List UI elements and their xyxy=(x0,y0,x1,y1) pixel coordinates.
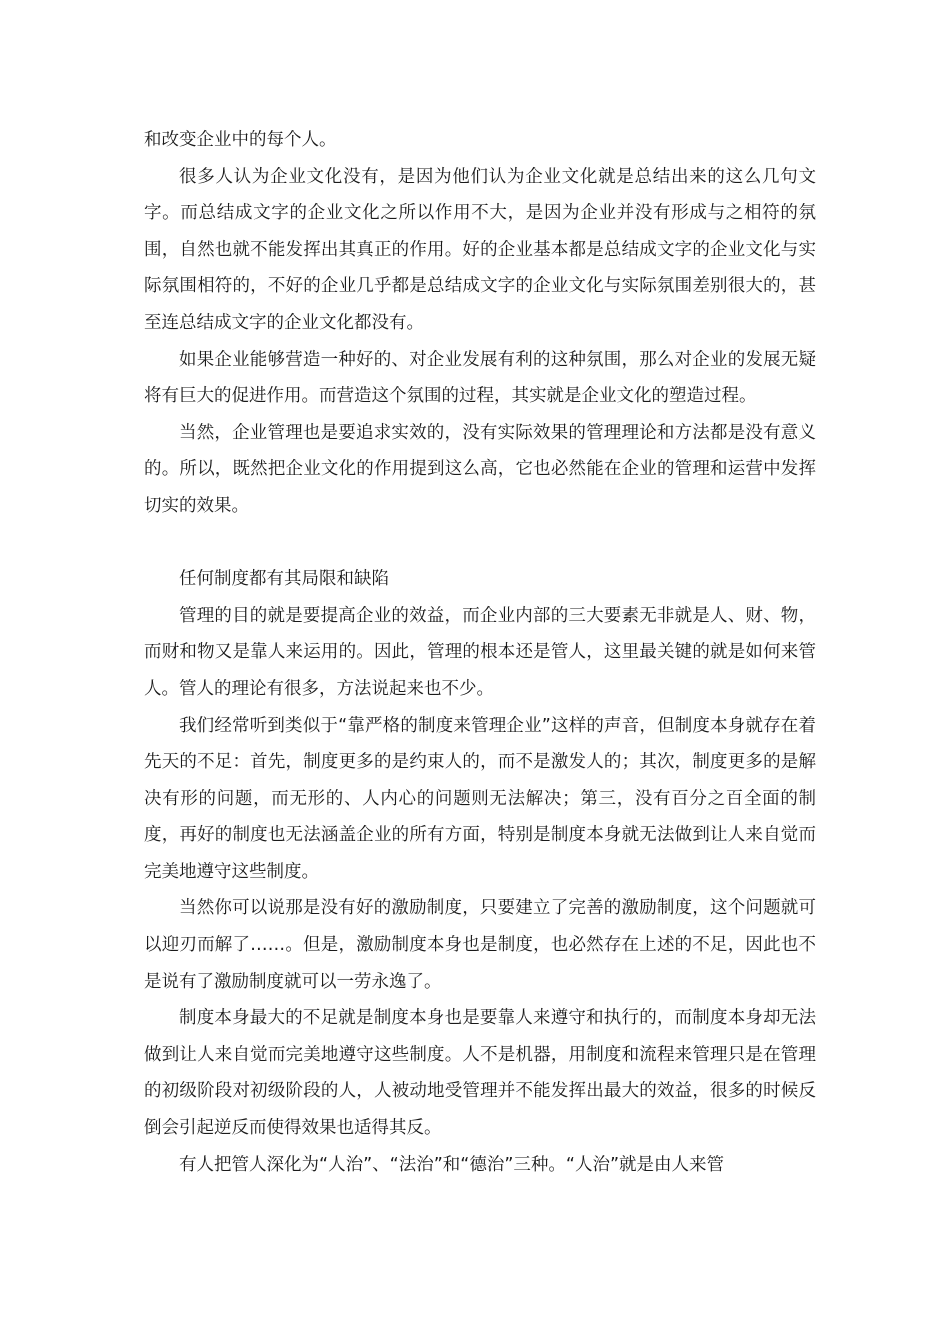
paragraph: 当然你可以说那是没有好的激励制度，只要建立了完善的激励制度，这个问题就可以迎刃而解了……。但是，激励制度本身也是制度，也必然存在上述的不足，因此也不是说有了激励制度就可以一劳永逸了。 xyxy=(144,898,816,992)
paragraph: 制度本身最大的不足就是制度本身也是要靠人来遵守和执行的，而制度本身却无法做到让人来自觉而完美地遵守这些制度。人不是机器，用制度和流程来管理只是在管理的初级阶段对初级阶段的人，人被动地受管理并不能发挥出最大的效益，很多的时候反倒会引起逆反而使得效果也适得其反。 xyxy=(144,1008,816,1139)
document-body xyxy=(144,122,816,1183)
paragraph: 我们经常听到类似于“靠严格的制度来管理企业”这样的声音，但制度本身就存在着先天的不足：首先，制度更多的是约束人的，而不是激发人的；其次，制度更多的是解决有形的问题，而无形的、人内心的问题则无法解决；第三，没有百分之百全面的制度，再好的制度也无法涵盖企业的所有方面，特别是制度本身就无法做到让人来自觉而完美地遵守这些制度。 xyxy=(144,715,816,882)
paragraph: 当然，企业管理也是要追求实效的，没有实际效果的管理理论和方法都是没有意义的。所以，既然把企业文化的作用提到这么高，它也必然能在企业的管理和运营中发挥切实的效果。 xyxy=(144,422,816,516)
paragraph: 管理的目的就是要提高企业的效益，而企业内部的三大要素无非就是人、财、物，而财和物又是靠人来运用的。因此，管理的根本还是管人，这里最关键的就是如何来管人。管人的理论有很多，方法说起来也不少。 xyxy=(144,605,816,699)
paragraph: 如果企业能够营造一种好的、对企业发展有利的这种氛围，那么对企业的发展无疑将有巨大的促进作用。而营造这个氛围的过程，其实就是企业文化的塑造过程。 xyxy=(144,349,816,407)
paragraph-continuation: 和改变企业中的每个人。 xyxy=(144,130,337,150)
paragraph: 很多人认为企业文化没有，是因为他们认为企业文化就是总结出来的这么几句文字。而总结成文字的企业文化之所以作用不大，是因为企业并没有形成与之相符的氛围，自然也就不能发挥出其真正的作用。好的企业基本都是总结成文字的企业文化与实际氛围相符的，不好的企业几乎都是总结成文字的企业文化与实际氛围差别很大的，甚至连总结成文字的企业文化都没有。 xyxy=(144,166,816,333)
paragraph: 有人把管人深化为“人治”、“法治”和“德治”三种。“人治”就是由人来管 xyxy=(179,1154,725,1175)
section-heading: 任何制度都有其局限和缺陷 xyxy=(179,569,389,590)
